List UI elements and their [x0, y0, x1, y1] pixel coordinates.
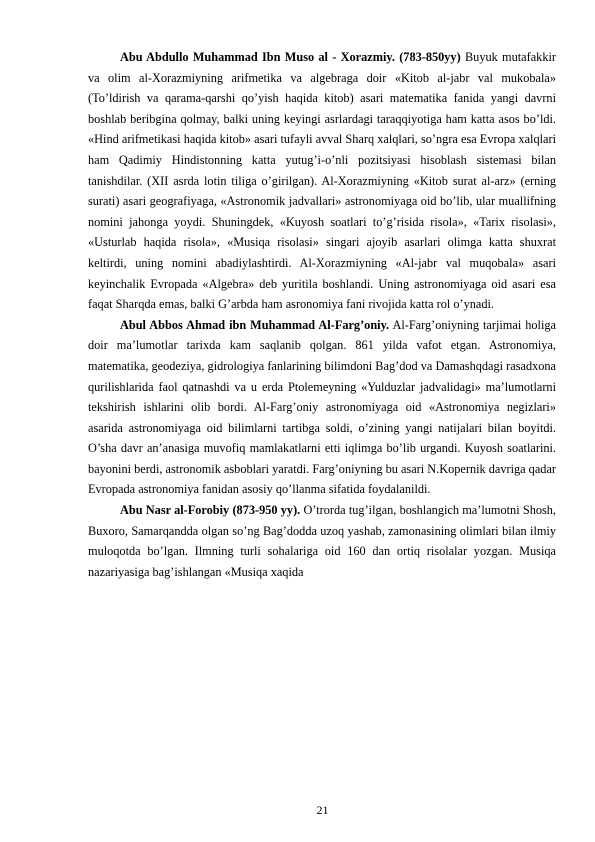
paragraph-text: Buyuk mutafakkir va olim al-Xorazmiyning arifmetika va algebraga doir «Kitob al-jabr val mukobala» (To’ldirish va qarama-qarshi qo’yish haqida kitob) asari matematika fanida yangi davrni boshlab beribgina qolmay, balki uning keyingi asrlardagi taraqqiyotiga ham katta asos bo’ldi. «Hind arifmetikasi haqida kitob» asari tufayli avval Sharq xalqlari, so’ngra esa Evropa xalqlari ham Qadimiy Hindistonning katta yutug’i-o’nli pozitsiyasi hisoblash sistemasi bilan tanishdilar. (XII asrda lotin tiliga o’girilgan). Al-Xorazmiyning «Kitob surat al-arz» (erning surati) asari geografiyaga, «Astronomik jadvallari» astronomiyaga oid bo’lib, ular muallifning nomini jahonga yoydi. Shuningdek, «Kuyosh soatlari to’g’risida risola», «Tarix risolasi», «Usturlab haqida risola», «Musiqa risolasi» singari ajoyib asarlari olimga katta shuxrat keltirdi, uning nomini abadiylashtirdi. Al-Xorazmiyning «Al-jabr val muqobala» asari keyinchalik Evropada «Algebra» deb yuritila boshlandi. Uning astronomiyaga oid asari esa faqat Sharqda emas, balki G’arbda ham asronomiya fani rivojida katta rol o’ynadi. — [88, 50, 556, 312]
page-number: 21 — [316, 803, 329, 817]
paragraph-text: O’trorda tug’ilgan, boshlangich ma’lumotni Shosh, Buxoro, Samarqandda olgan so’ng Bag’dodda uzoq yashab, zamonasining olimlari bilan ilmiy muloqotda bo’lgan. Ilmning turli sohalariga oid 160 dan ortiq risolalar yozgan. Musiqa nazariyasiga bag’ishlangan «Musiqa xaqida — [88, 503, 557, 579]
document-body — [88, 47, 556, 582]
paragraph-al-xorazmiy — [88, 47, 556, 315]
scholar-name: Abul Abbos Ahmad ibn Muhammad Al-Farg’oniy. — [120, 317, 390, 332]
paragraph-al-forobiy — [88, 500, 556, 582]
paragraph-al-fargoniy — [88, 315, 556, 500]
scholar-name: Abu Nasr al-Forobiy (873-950 yy). — [120, 503, 301, 518]
paragraph-text: Al-Farg’oniyning tarjimai holiga doir ma’lumotlar tarixda kam saqlanib qolgan. 861 yilda vafot etgan. Astronomiya, matematika, geodeziya, gidrologiya fanlarining bilimdoni Bag’dod va Damashqdagi rasadxona qurilishlarida faol qatnashdi va u erda Ptolemeyning «Yulduzlar jadvalidagi» ma’lumotlarni tekshirish ishlarini olib bordi. Al-Farg’oniy astronomiyaga oid «Astronomiya negizlari» asarida astronomiyaga oid bilimlarni tartibga soldi, o’zining yangi natijalari bilan boyitdi. O’sha davr an’anasiga muvofiq mamlakatlarni etti iqlimga bo’lib urgandi. Kuyosh soatlarini. bayonini berdi, astronomik asboblari yaratdi. Farg’oniyning bu asari N.Kopernik davriga qadar Evropada astronomiya fanidan asosiy qo’llanma sifatida foydalanildi. — [88, 317, 556, 497]
scholar-name: Abu Abdullo Muhammad Ibn Muso al - Xorazmiy. (783-850yy) — [120, 50, 461, 64]
